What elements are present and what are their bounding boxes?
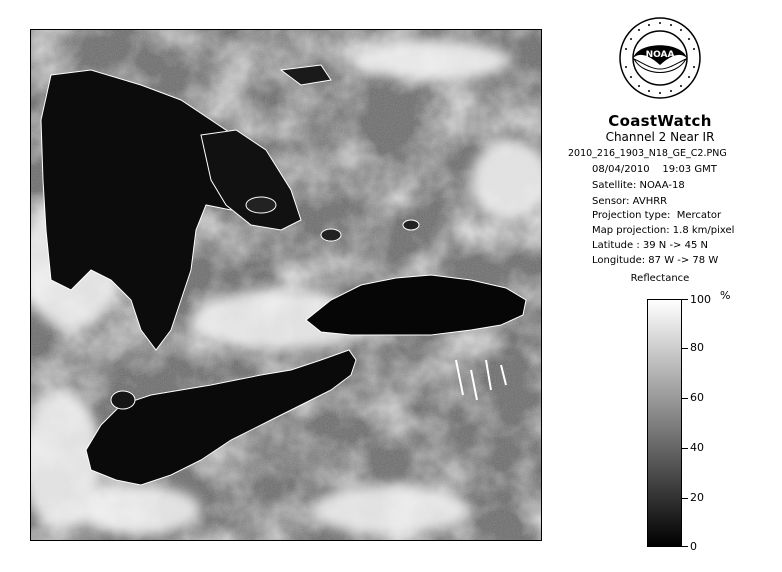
legend-tick bbox=[682, 546, 688, 547]
legend-tick-label: 60 bbox=[690, 391, 704, 404]
legend-tick bbox=[682, 299, 688, 300]
map-projection: Map projection: 1.8 km/pixel bbox=[592, 225, 735, 236]
latitude-range: Latitude : 39 N -> 45 N bbox=[592, 240, 708, 251]
legend-tick-label: 40 bbox=[690, 441, 704, 454]
logo-label: NOAA bbox=[645, 50, 675, 60]
satellite-map bbox=[30, 29, 542, 541]
legend-tick-label: 80 bbox=[690, 341, 704, 354]
legend-tick-label: 100 bbox=[690, 293, 711, 306]
sensor-info: Sensor: AVHRR bbox=[592, 196, 668, 207]
reflectance-colorbar bbox=[647, 299, 682, 547]
legend-tick bbox=[682, 398, 688, 399]
legend-tick bbox=[682, 448, 688, 449]
legend-tick bbox=[682, 348, 688, 349]
legend-tick-label: 0 bbox=[690, 540, 697, 553]
date-time: 08/04/2010 19:03 GMT bbox=[592, 164, 717, 175]
longitude-range: Longitude: 87 W -> 78 W bbox=[592, 255, 719, 266]
legend-unit: % bbox=[720, 289, 731, 302]
legend-tick-label: 20 bbox=[690, 491, 704, 504]
legend-tick bbox=[682, 498, 688, 499]
file-name: 2010_216_1903_N18_GE_C2.PNG bbox=[568, 148, 727, 159]
legend-title: Reflectance bbox=[630, 273, 690, 284]
channel-subtitle: Channel 2 Near IR bbox=[605, 130, 715, 144]
projection-type: Projection type: Mercator bbox=[592, 210, 722, 221]
noaa-logo bbox=[619, 17, 701, 99]
product-title: CoastWatch bbox=[608, 112, 712, 130]
satellite-info: Satellite: NOAA-18 bbox=[592, 180, 685, 191]
map-image bbox=[31, 30, 542, 541]
